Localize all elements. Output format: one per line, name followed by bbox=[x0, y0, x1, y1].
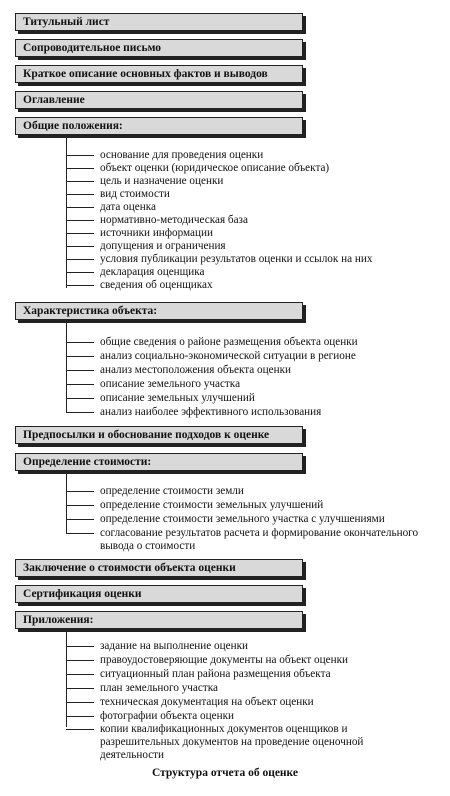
valuation-item: согласование результатов расчета и формирование окончательного вывода о стоимости bbox=[100, 527, 419, 552]
object-item: описание земельного участка bbox=[100, 378, 241, 390]
appendices-branch bbox=[66, 660, 94, 661]
appendices-branch bbox=[66, 729, 94, 730]
appendices-item: план земельного участка bbox=[100, 682, 218, 694]
section-title-page: Титульный лист bbox=[15, 13, 303, 31]
section-approaches: Предпосылки и обоснование подходов к оценке bbox=[15, 426, 303, 444]
general-item: нормативно-методическая база bbox=[100, 214, 248, 226]
object-branch bbox=[66, 356, 94, 357]
general-item: цель и назначение оценки bbox=[100, 175, 224, 187]
general-item: вид стоимости bbox=[100, 188, 170, 200]
object-item: общие сведения о районе размещения объекта оценки bbox=[100, 336, 358, 348]
section-summary: Краткое описание основных фактов и выводов bbox=[15, 65, 303, 83]
object-branch bbox=[66, 384, 94, 385]
general-item: дата оценка bbox=[100, 201, 156, 213]
section-general: Общие положения: bbox=[15, 117, 303, 135]
general-connector bbox=[66, 138, 67, 288]
appendices-branch bbox=[66, 716, 94, 717]
general-branch bbox=[66, 285, 94, 286]
general-branch bbox=[66, 272, 94, 273]
general-item: основание для проведения оценки bbox=[100, 149, 264, 161]
object-item: анализ социально-экономической ситуации в регионе bbox=[100, 350, 356, 362]
valuation-branch bbox=[66, 491, 94, 492]
valuation-branch bbox=[66, 533, 94, 534]
object-item: описание земельных улучшений bbox=[100, 392, 255, 404]
valuation-item: определение стоимости земельного участка с улучшениями bbox=[100, 513, 385, 525]
general-branch bbox=[66, 233, 94, 234]
general-branch bbox=[66, 220, 94, 221]
valuation-branch bbox=[66, 505, 94, 506]
general-branch bbox=[66, 246, 94, 247]
general-branch bbox=[66, 259, 94, 260]
appendices-item: ситуационный план района размещения объекта bbox=[100, 668, 331, 680]
valuation-item: определение стоимости земли bbox=[100, 485, 244, 497]
general-item: допущения и ограничения bbox=[100, 240, 226, 252]
section-toc: Оглавление bbox=[15, 91, 303, 109]
general-branch bbox=[66, 168, 94, 169]
object-branch bbox=[66, 370, 94, 371]
section-valuation: Определение стоимости: bbox=[15, 453, 303, 471]
appendices-item: задание на выполнение оценки bbox=[100, 640, 248, 652]
object-branch bbox=[66, 398, 94, 399]
appendices-item: копии квалификационных документов оценщиков и разрешительных документов на проведение оценочной деятельности bbox=[100, 723, 364, 761]
appendices-branch bbox=[66, 646, 94, 647]
general-item: сведения об оценщиках bbox=[100, 279, 213, 291]
section-conclusion: Заключение о стоимости объекта оценки bbox=[15, 559, 303, 577]
section-object: Характеристика объекта: bbox=[15, 302, 303, 320]
general-branch bbox=[66, 207, 94, 208]
appendices-branch bbox=[66, 702, 94, 703]
appendices-branch bbox=[66, 688, 94, 689]
valuation-connector bbox=[66, 474, 67, 534]
valuation-branch bbox=[66, 519, 94, 520]
object-branch bbox=[66, 342, 94, 343]
general-item: декларация оценщика bbox=[100, 266, 205, 278]
section-certification: Сертификация оценки bbox=[15, 585, 303, 603]
appendices-item: правоудостоверяющие документы на объект оценки bbox=[100, 654, 348, 666]
general-item: источники информации bbox=[100, 227, 213, 239]
general-item: условия публикации результатов оценки и ссылок на них bbox=[100, 253, 373, 265]
valuation-item: определение стоимости земельных улучшений bbox=[100, 499, 324, 511]
general-branch bbox=[66, 181, 94, 182]
appendices-branch bbox=[66, 674, 94, 675]
section-appendices: Приложения: bbox=[15, 611, 303, 629]
object-item: анализ местоположения объекта оценки bbox=[100, 364, 292, 376]
appendices-item: техническая документация на объект оценки bbox=[100, 696, 314, 708]
section-cover-letter: Сопроводительное письмо bbox=[15, 39, 303, 57]
figure-caption: Структура отчета об оценке bbox=[151, 767, 298, 779]
appendices-item: фотографии объекта оценки bbox=[100, 710, 234, 722]
object-item: анализ наиболее эффективного использования bbox=[100, 406, 322, 418]
general-item: объект оценки (юридическое описание объекта) bbox=[100, 162, 330, 174]
general-branch bbox=[66, 194, 94, 195]
object-branch bbox=[66, 412, 94, 413]
general-branch bbox=[66, 155, 94, 156]
